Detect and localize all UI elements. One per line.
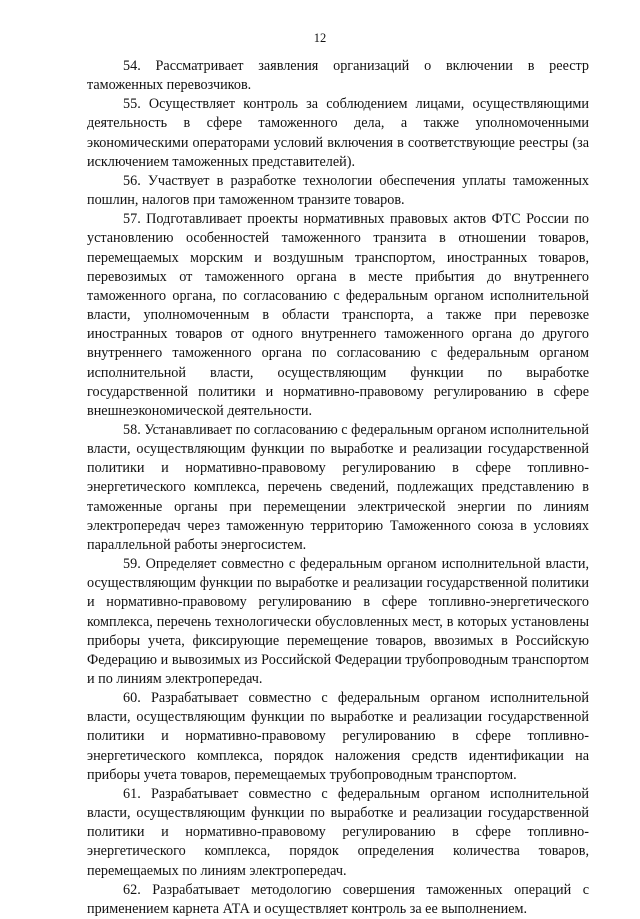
document-body — [87, 57, 589, 919]
paragraph-55: 55. Осуществляет контроль за соблюдением лицами, осуществляющими деятельность в сфере таможенного дела, а также уполномоченными экономическими операторами условий включения в соответствующие реестры (за исключением таможенных представителей). — [87, 96, 589, 170]
paragraph-61: 61. Разрабатывает совместно с федеральным органом исполнительной власти, осуществляющим функции по выработке и реализации государственной политики и нормативно-правовому регулированию в сфере топливно-энергетического комплекса, порядок определения количества товаров, перемещаемых по линиям электропередач. — [87, 785, 589, 879]
paragraph-58: 58. Устанавливает по согласованию с федеральным органом исполнительной власти, осуществляющим функции по выработке и реализации государственной политики и нормативно-правовому регулированию в сфере топливно-энергетического комплекса, перечень сведений, подлежащих представлению в таможенные органы при перемещении электрической энергии по линиям электропередач через таможенную территорию Таможенного союза в условиях параллельной работы энергосистем. — [87, 421, 589, 553]
paragraph-62: 62. Разрабатывает методологию совершения таможенных операций с применением карнета АТА и осуществляет контроль за ее выполнением. — [87, 881, 589, 917]
paragraph-59: 59. Определяет совместно с федеральным органом исполнительной власти, осуществляющим функции по выработке и реализации государственной политики и нормативно-правовому регулированию в сфере топливно-энергетического комплекса, перечень технологически обусловленных мест, в которых установлены приборы учета, фиксирующие перемещение товаров, ввозимых в Российскую Федерацию и вывозимых из Российской Федерации трубопроводным транспортом и по линиям электропередач. — [87, 556, 589, 687]
paragraph-60: 60. Разрабатывает совместно с федеральным органом исполнительной власти, осуществляющим функции по выработке и реализации государственной политики и нормативно-правовому регулированию в сфере топливно-энергетического комплекса, порядок наложения средств идентификации на приборы учета товаров, перемещаемых трубопроводным транспортом. — [87, 690, 589, 783]
paragraph-56: 56. Участвует в разработке технологии обеспечения уплаты таможенных пошлин, налогов при таможенном транзите товаров. — [87, 172, 589, 209]
paragraph-54: 54. Рассматривает заявления организаций о включении в реестр таможенных перевозчиков. — [87, 58, 589, 94]
page-number: 12 — [313, 31, 327, 45]
paragraph-57: 57. Подготавливает проекты нормативных правовых актов ФТС России по установлению особенностей таможенного транзита в отношении товаров, перемещаемых морским и воздушным транспортом, иностранных товаров, перевозимых от таможенного органа в месте прибытия до внутреннего таможенного органа, по согласованию с федеральным органом исполнительной власти, уполномоченным в области транспорта, а также при перевозке иностранных товаров от одного внутреннего таможенного органа до другого внутреннего таможенного органа по согласованию с федеральным органом исполнительной власти, осуществляющим функции по выработке государственной политики и нормативно-правовому регулированию в сфере внешнеэкономической деятельности. — [87, 211, 589, 419]
